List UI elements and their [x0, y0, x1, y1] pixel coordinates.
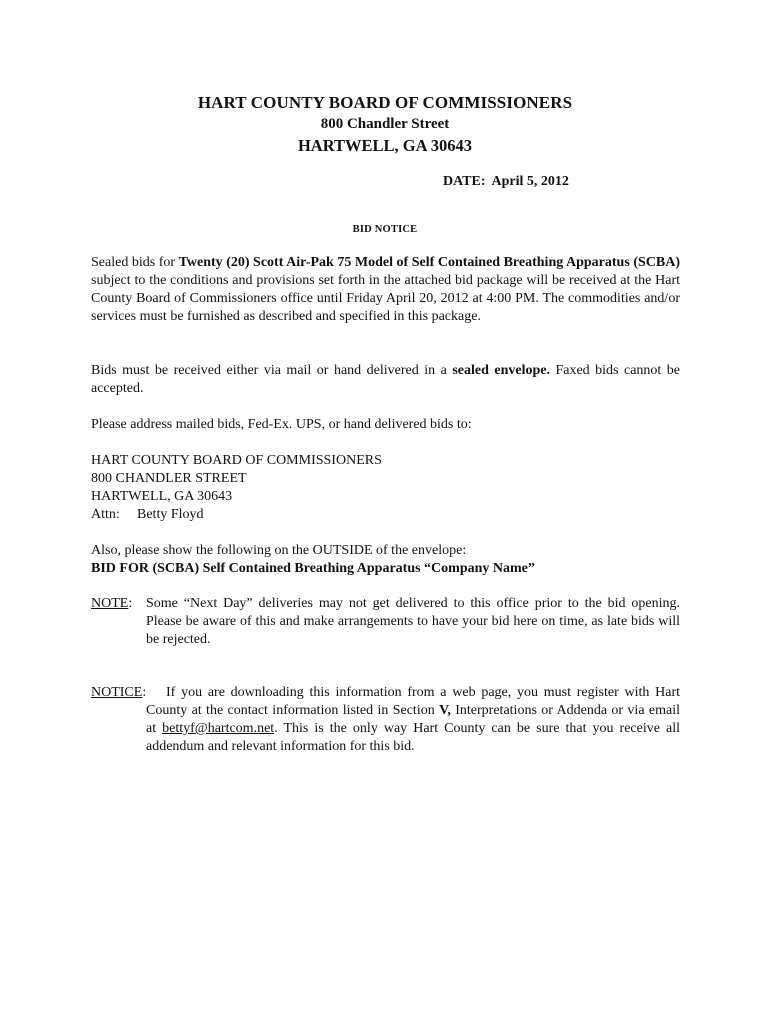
note-label-wrap — [91, 595, 146, 649]
attention-label: Attn: — [91, 507, 120, 522]
note-text: Some “Next Day” deliveries may not get delivered to this office prior to the bid opening. Please be aware of this and make arrangements to have your bid here on time, as late bids will be rejected. — [146, 596, 680, 647]
delivery-paragraph-rest: Faxed bids cannot be accepted. — [91, 363, 681, 396]
note-block — [91, 595, 680, 649]
date-line — [443, 174, 569, 190]
mailing-address — [91, 452, 382, 524]
notice-label-wrap — [91, 684, 146, 756]
bid-paragraph — [91, 254, 680, 326]
address-instruction: Please address mailed bids, Fed-Ex. UPS, or hand delivered bids to: — [91, 417, 472, 432]
notice-text-after-section: Interpretations or Addenda or via email at — [146, 703, 680, 736]
envelope-label-text: BID FOR (SCBA) Self Contained Breathing Apparatus “Company Name” — [91, 561, 535, 576]
notice-text — [146, 684, 680, 756]
street-heading: 800 Chandler Street — [320, 116, 450, 132]
address-line-3: HARTWELL, GA 30643 — [91, 489, 233, 504]
address-line-2: 800 CHANDLER STREET — [91, 471, 247, 486]
notice-label: NOTICE — [91, 685, 143, 700]
notice-block — [91, 684, 680, 756]
note-label: NOTE — [91, 596, 129, 611]
city-heading: HARTWELL, GA 30643 — [297, 136, 473, 155]
date-value: April 5, 2012 — [491, 174, 569, 189]
note-colon: : — [128, 596, 133, 611]
attention-line — [91, 506, 382, 524]
envelope-instructions — [91, 542, 691, 578]
attention-name: Betty Floyd — [137, 507, 204, 522]
date-label: DATE: — [443, 174, 486, 189]
bid-paragraph-intro: Sealed bids for — [91, 255, 179, 270]
envelope-instruction-line: Also, please show the following on the OUTSIDE of the envelope: — [91, 543, 467, 558]
email-link[interactable]: bettyf@hartcom.net — [162, 721, 275, 736]
bid-paragraph-rest: subject to the conditions and provisions set forth in the attached bid package will be received at the Hart County Board of Commissioners office until Friday April 20, 2012 at 4:00 PM. The commodities and/or services must be furnished as described and specified in this package. — [91, 273, 680, 324]
notice-text-before-section: If you are downloading this information from a web page, you must register with Hart County at the contact information listed in Section — [146, 685, 680, 718]
delivery-paragraph — [91, 362, 680, 398]
address-line-1: HART COUNTY BOARD OF COMMISSIONERS — [91, 453, 382, 468]
sealed-envelope-text: sealed envelope. — [452, 363, 550, 378]
notice-text-end: . This is the only way Hart County can be sure that you receive all addendum and relevant information for this bid. — [146, 721, 680, 754]
delivery-paragraph-intro: Bids must be received either via mail or hand delivered in a — [91, 363, 453, 378]
organization-heading: HART COUNTY BOARD OF COMMISSIONERS — [197, 93, 573, 112]
notice-colon: : — [142, 685, 147, 700]
bid-item-description: Twenty (20) Scott Air-Pak 75 Model of Self Contained Breathing Apparatus (SCBA) — [178, 255, 680, 270]
section-reference: V, — [439, 703, 451, 718]
bid-notice-heading: BID NOTICE — [352, 224, 418, 235]
